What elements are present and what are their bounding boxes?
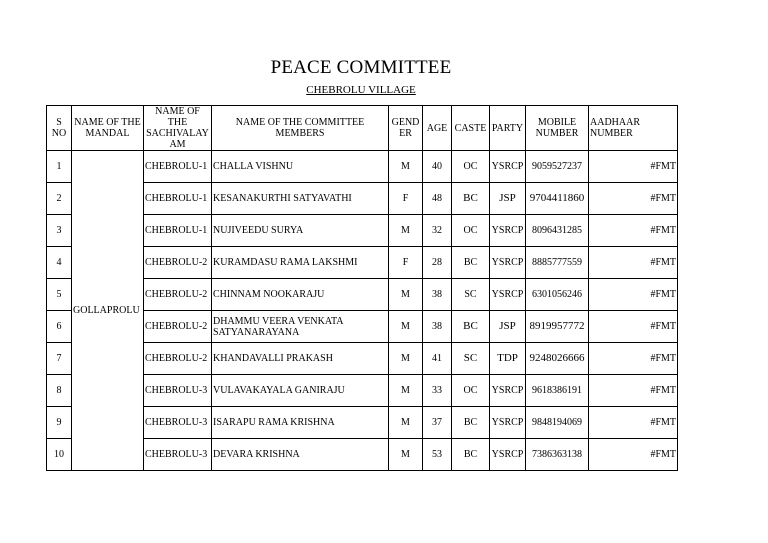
page-subtitle: CHEBROLU VILLAGE [306, 84, 416, 96]
age-cell: 33 [423, 375, 452, 407]
caste-cell: OC [452, 375, 490, 407]
member-cell: VULAVAKAYALA GANIRAJU [212, 375, 389, 407]
caste-cell: OC [452, 215, 490, 247]
member-cell: CHALLA VISHNU [212, 151, 389, 183]
sno-cell: 3 [47, 215, 72, 247]
aadhaar-cell: #FMT [589, 215, 678, 247]
gender-cell: M [389, 439, 423, 471]
party-cell: YSRCP [490, 279, 526, 311]
mobile-cell: 9059527237 [526, 151, 589, 183]
caste-cell: BC [452, 439, 490, 471]
gender-cell: M [389, 375, 423, 407]
gender-cell: M [389, 343, 423, 375]
age-cell: 41 [423, 343, 452, 375]
table-row [47, 151, 678, 183]
sachivalayam-cell: CHEBROLU-1 [144, 215, 212, 247]
sachivalayam-cell: CHEBROLU-2 [144, 279, 212, 311]
header-row [47, 106, 678, 151]
mandal-cell: GOLLAPROLU [72, 151, 144, 471]
party-cell: JSP [490, 183, 526, 215]
table-body [47, 151, 678, 471]
sno-cell: 6 [47, 311, 72, 343]
aadhaar-cell: #FMT [589, 279, 678, 311]
caste-cell: BC [452, 247, 490, 279]
gender-cell: M [389, 215, 423, 247]
header-aadhaar: AADHAAR NUMBER [589, 106, 678, 151]
member-cell: NUJIVEEDU SURYA [212, 215, 389, 247]
mobile-cell: 8096431285 [526, 215, 589, 247]
age-cell: 37 [423, 407, 452, 439]
sno-cell: 7 [47, 343, 72, 375]
aadhaar-cell: #FMT [589, 407, 678, 439]
header-member: NAME OF THE COMMITTEE MEMBERS [212, 106, 389, 151]
party-cell: TDP [490, 343, 526, 375]
gender-cell: M [389, 311, 423, 343]
caste-cell: OC [452, 151, 490, 183]
age-cell: 38 [423, 279, 452, 311]
aadhaar-cell: #FMT [589, 183, 678, 215]
caste-cell: SC [452, 343, 490, 375]
aadhaar-cell: #FMT [589, 311, 678, 343]
party-cell: YSRCP [490, 375, 526, 407]
aadhaar-cell: #FMT [589, 247, 678, 279]
header-mandal: NAME OF THE MANDAL [72, 106, 144, 151]
mobile-cell: 9704411860 [526, 183, 589, 215]
member-cell: KHANDAVALLI PRAKASH [212, 343, 389, 375]
mobile-cell: 8885777559 [526, 247, 589, 279]
gender-cell: F [389, 183, 423, 215]
member-cell: DEVARA KRISHNA [212, 439, 389, 471]
sachivalayam-cell: CHEBROLU-1 [144, 183, 212, 215]
caste-cell: BC [452, 311, 490, 343]
member-cell: KURAMDASU RAMA LAKSHMI [212, 247, 389, 279]
age-cell: 32 [423, 215, 452, 247]
page-title: PEACE COMMITTEE [270, 57, 452, 78]
age-cell: 48 [423, 183, 452, 215]
member-cell: CHINNAM NOOKARAJU [212, 279, 389, 311]
header-party: PARTY [490, 106, 526, 151]
committee-table [46, 105, 678, 471]
aadhaar-cell: #FMT [589, 343, 678, 375]
member-cell: DHAMMU VEERA VENKATA SATYANARAYANA [212, 311, 389, 343]
member-cell: ISARAPU RAMA KRISHNA [212, 407, 389, 439]
header-mobile: MOBILE NUMBER [526, 106, 589, 151]
caste-cell: SC [452, 279, 490, 311]
sachivalayam-cell: CHEBROLU-3 [144, 375, 212, 407]
sno-cell: 1 [47, 151, 72, 183]
sachivalayam-cell: CHEBROLU-3 [144, 407, 212, 439]
gender-cell: M [389, 407, 423, 439]
sno-cell: 9 [47, 407, 72, 439]
caste-cell: BC [452, 407, 490, 439]
mobile-cell: 6301056246 [526, 279, 589, 311]
aadhaar-cell: #FMT [589, 375, 678, 407]
mobile-cell: 7386363138 [526, 439, 589, 471]
header-sachivalayam: NAME OF THE SACHIVALAY AM [144, 106, 212, 151]
gender-cell: M [389, 151, 423, 183]
age-cell: 38 [423, 311, 452, 343]
aadhaar-cell: #FMT [589, 439, 678, 471]
header-caste: CASTE [452, 106, 490, 151]
gender-cell: F [389, 247, 423, 279]
gender-cell: M [389, 279, 423, 311]
sachivalayam-cell: CHEBROLU-3 [144, 439, 212, 471]
sachivalayam-cell: CHEBROLU-1 [144, 151, 212, 183]
sno-cell: 4 [47, 247, 72, 279]
age-cell: 40 [423, 151, 452, 183]
sno-cell: 10 [47, 439, 72, 471]
age-cell: 53 [423, 439, 452, 471]
party-cell: JSP [490, 311, 526, 343]
party-cell: YSRCP [490, 439, 526, 471]
sachivalayam-cell: CHEBROLU-2 [144, 311, 212, 343]
aadhaar-cell: #FMT [589, 151, 678, 183]
party-cell: YSRCP [490, 151, 526, 183]
sno-cell: 5 [47, 279, 72, 311]
caste-cell: BC [452, 183, 490, 215]
member-cell: KESANAKURTHI SATYAVATHI [212, 183, 389, 215]
party-cell: YSRCP [490, 407, 526, 439]
age-cell: 28 [423, 247, 452, 279]
header-gender: GEND ER [389, 106, 423, 151]
sachivalayam-cell: CHEBROLU-2 [144, 247, 212, 279]
mobile-cell: 8919957772 [526, 311, 589, 343]
mobile-cell: 9618386191 [526, 375, 589, 407]
header-age: AGE [423, 106, 452, 151]
sno-cell: 8 [47, 375, 72, 407]
sno-cell: 2 [47, 183, 72, 215]
party-cell: YSRCP [490, 247, 526, 279]
mobile-cell: 9248026666 [526, 343, 589, 375]
mobile-cell: 9848194069 [526, 407, 589, 439]
sachivalayam-cell: CHEBROLU-2 [144, 343, 212, 375]
party-cell: YSRCP [490, 215, 526, 247]
header-sno: S NO [47, 106, 72, 151]
